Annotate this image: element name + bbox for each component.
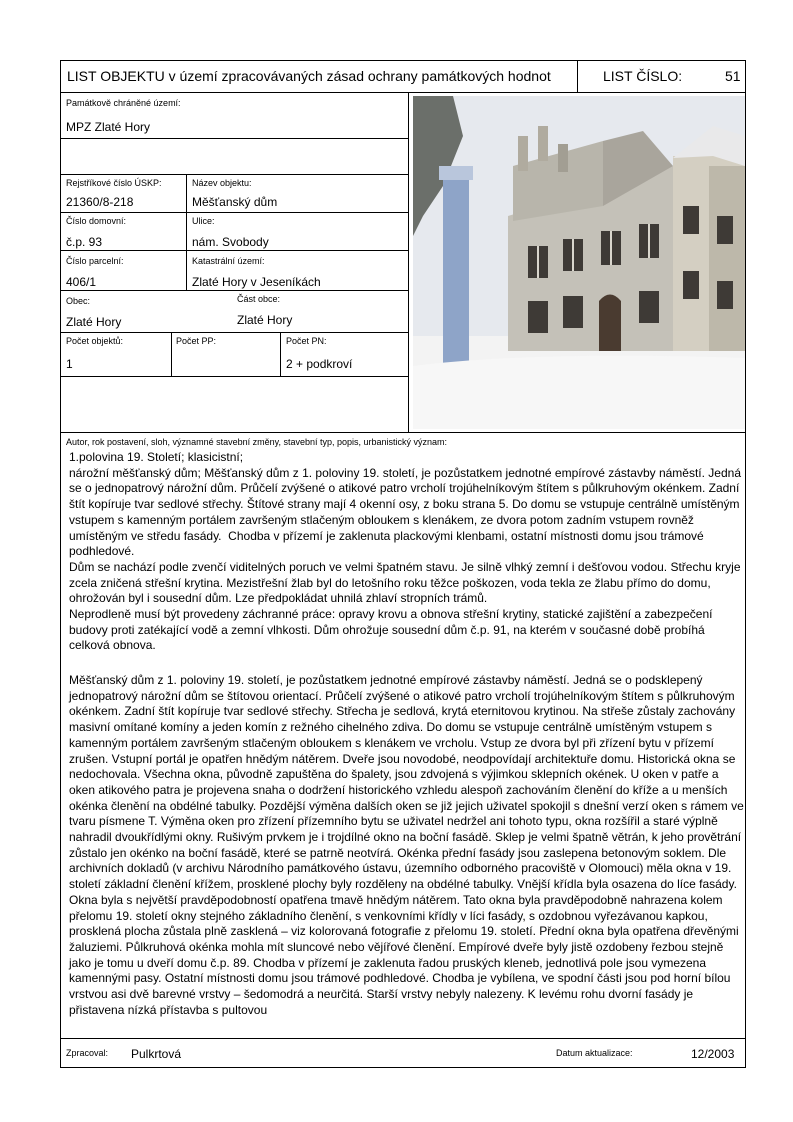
objects-count-label: Počet objektů: — [66, 336, 124, 346]
rule — [61, 432, 745, 433]
house-number-label: Číslo domovní: — [66, 216, 127, 226]
rule — [61, 332, 408, 333]
protected-area-value: MPZ Zlaté Hory — [66, 120, 151, 134]
sheet-number: 51 — [725, 68, 741, 84]
col-divider — [171, 332, 172, 376]
building-photo — [413, 96, 745, 429]
header-divider — [577, 61, 578, 92]
parcel-label: Číslo parcelní: — [66, 256, 124, 266]
rule — [61, 1038, 745, 1039]
description-paragraph-2: Měšťanský dům z 1. poloviny 19. století, je pozůstatkem jednotné empírové zástavby náměstí. Jedná se o podsklepený jednopatrový nárožní dům se štítovou orientací. Průčelí zvýšené o atikové patro vrcholí trojúhelníkovým štítem s půlkruhovým okénkem. Zadní štít kopíruje tvar sedlové střechy. Střecha je sedlová, krytá eternitovou krytinou. Na střeše zůstaly zachovány masivní omítané komíny a jeden komín z režného cihelného zdiva. Do domu se vstupuje centrálně umístěným vstupem s kamenným portálem završeným stlačeným obloukem s klenákem ve vrcholu. Vstup ze dvora byl při zřízení bytu v přízemí zrušen. Vstupní portál je opatřen hnědým nátěrem. Dveře jsou novodobé, neodpovídají architektuře domu. Historická okna se nedochovala. Všechna okna, původně zapuštěna do špalety, jsou zdvojená s výjimkou sklepních okének. U oken v patře a oken atikového patra je projevena snaha o dodržení historického vzhledu alespoň zachováním členění do kříže a u menších okénka členění na obdélné tabulky. Pozdější výměna dalších oken se již jejich uživatel spokojil s dnešní verzí oken s rámem ve tvaru písmene T. Výměna oken pro zřízení přízemního bytu se uživatel nedržel ani tohoto typu, okna rozšířil a staré výplně nahradil dvoukřídlými okny. Rušivým prvkem je i trojdílné okno na boční fasádě. Sklep je velmi špatně větrán, k jeho provětrání zůstalo jen okénko na boční fasádě, které se patrně neotvírá. Okénka přední fasády jsou zaslepena betonovým soklem. Dle archivních dokladů (v archivu Národního památkového ústavu, územního odborného pracoviště v Olomouci) měla okna v 19. století základní členění křížem, prosklené plochy byly rozděleny na obdélné tabulky. Vnější křídla byla osazena do líce fasády. Okna byla s největší pravděpodobností opatřena tmavě hnědým nátěrem. Tato okna byla pravděpodobně nahrazena kolem přelomu 19. století okny stejného základního členění, s venkovními křídly v líci fasády, s ozdobnou vyřezávanou kapkou, prosklená plocha zůstala plně zasklená – viz kolorovaná fotografie z přelomu 19. století. Přední okna byla opatřena dřevěnými žaluziemi. Půlkruhová okénka mohla mít sluncové nebo vějířové členění. Empírové dveře byly jistě ozdobeny řezbou stejně jako je tomu u dveří domu č.p. 89. Chodba v přízemí je zaklenuta řadou pruských kleneb, jednotlivá pole jsou vymezena kamennými pasy. Ostatní místnosti domu jsou trámové podhledové. Chodba je vybílena, ve spodní části jsou pod horní bílou vrstvou asi dvě barevné vrstvy – šedomodrá a neurčitá. Starší vrstvy nebyly nalezeny. K levému rohu dvorní fasády je přistavena nízká přístavba s pultovou — [69, 673, 748, 1017]
header-rule — [61, 92, 745, 93]
col-divider — [186, 250, 187, 290]
objects-count-value: 1 — [66, 357, 73, 371]
rule — [61, 290, 408, 291]
municipality-part-label: Část obce: — [237, 294, 281, 304]
author-value: Pulkrtová — [131, 1047, 182, 1061]
cadastre-label: Katastrální území: — [192, 256, 265, 266]
description-label: Autor, rok postavení, sloh, významné stavební změny, stavební typ, popis, urbanistický význam: — [66, 437, 448, 447]
rule — [61, 174, 408, 175]
protected-area-label: Památkově chráněné území: — [66, 98, 181, 108]
rule — [61, 138, 408, 139]
rule — [61, 212, 408, 213]
municipality-value: Zlaté Hory — [66, 315, 122, 329]
pn-count-label: Počet PN: — [286, 336, 327, 346]
street-value: nám. Svobody — [192, 235, 269, 249]
registry-value: 21360/8-218 — [66, 195, 134, 209]
sheet-number-label: LIST ČÍSLO: — [603, 68, 683, 84]
pn-count-value: 2 + podkroví — [286, 357, 353, 371]
object-name-value: Měšťanský dům — [192, 195, 278, 209]
col-divider — [280, 332, 281, 376]
municipality-part-value: Zlaté Hory — [237, 313, 293, 327]
date-value: 12/2003 — [691, 1047, 735, 1061]
house-number-value: č.p. 93 — [66, 235, 103, 249]
pp-count-label: Počet PP: — [176, 336, 217, 346]
rule — [61, 250, 408, 251]
author-label: Zpracoval: — [66, 1048, 109, 1058]
municipality-label: Obec: — [66, 296, 91, 306]
sheet-title: LIST OBJEKTU v území zpracovávaných zásad ochrany památkových hodnot — [67, 68, 551, 84]
photo-divider — [408, 92, 409, 432]
rule — [61, 376, 408, 377]
parcel-value: 406/1 — [66, 275, 97, 289]
date-label: Datum aktualizace: — [556, 1048, 633, 1058]
registry-label: Rejstříkové číslo ÚSKP: — [66, 178, 162, 188]
cadastre-value: Zlaté Hory v Jeseníkách — [192, 275, 321, 289]
object-name-label: Název objektu: — [192, 178, 252, 188]
street-label: Ulice: — [192, 216, 215, 226]
description-paragraph-1: 1.polovina 19. Století; klasicistní; nárožní měšťanský dům; Měšťanský dům z 1. poloviny 19. století, je pozůstatkem jednotné empírové zástavby náměstí. Jedná se o jednopatrový nárožní dům. Průčelí zvýšené o atikové patro vrcholí trojúhelníkovým štítem s půlkruhovým okénkem. Zadní štít kopíruje tvar sedlové střechy. Štítové strany mají 4 okenní osy, z boku strana 5. Do domu se vstupuje centrálně umístěným vstupem s kamenným portálem završeným stlačeným obloukem s klenákem, ze dvora potom zadním vstupem rovněž umístěným ve středu fasády. Chodba v přízemí je zaklenuta plackovými klenbami, ostatní místnosti domu jsou trámové podhledové. Dům se nachází podle zvenčí viditelných poruch ve velmi špatném stavu. Je silně vlhký zemní i dešťovou vodou. Střechu kryje zcela zničená střešní krytina. Mezistřešní žlab byl do letošního roku těžce poškozen, voda tekla ze žlabu přímo do domu, ohrožován byl i sousední dům. Lze předpokládat uhnilá zhlaví stropních trámů. Neprodleně musí být provedeny záchranné práce: opravy krovu a obnova střešní krytiny, statické zajištění a zabezpečení budovy proti zatékající vodě a zemní vlhkosti. Dům ohrožuje sousední dům č.p. 91, na kterém v současné době probíhá celková obnova. — [69, 450, 741, 653]
object-sheet — [60, 60, 746, 1068]
